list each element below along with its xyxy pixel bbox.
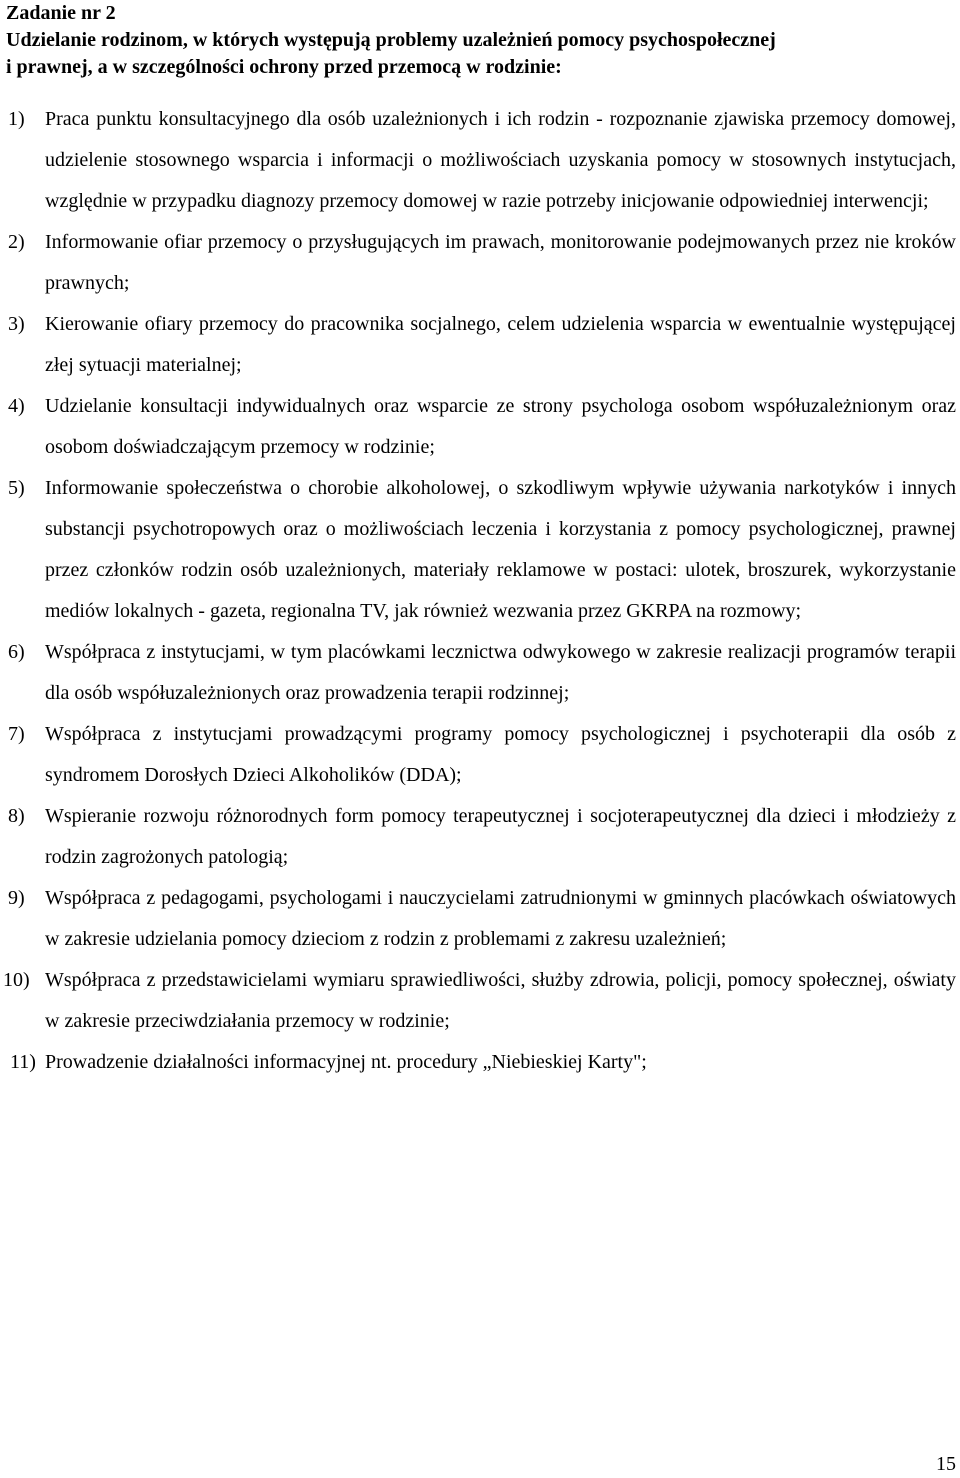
list-item-text: Współpraca z przedstawicielami wymiaru sprawiedliwości, służby zdrowia, policji, pomocy społecznej, oświaty w zakresie przeciwdziałania przemocy w rodzinie; <box>45 969 956 1032</box>
list-item <box>0 222 960 304</box>
list-item-number: 9) <box>8 887 25 909</box>
task-list <box>0 99 960 1083</box>
page-number: 15 <box>936 1453 956 1475</box>
list-item-text: Wspieranie rozwoju różnorodnych form pomocy terapeutycznej i socjoterapeutycznej dla dzieci i młodzieży z rodzin zagrożonych patologią; <box>45 805 956 868</box>
list-item <box>0 796 960 878</box>
list-item <box>0 714 960 796</box>
list-item <box>0 878 960 960</box>
list-item-text: Informowanie społeczeństwa o chorobie alkoholowej, o szkodliwym wpływie używania narkotyków i innych substancji psychotropowych oraz o możliwościach leczenia i korzystania z pomocy psychologicznej, prawnej przez członków rodzin osób uzależnionych, materiały reklamowe w postaci: ulotek, broszurek, wykorzystanie mediów lokalnych - gazeta, regionalna TV, jak również wezwania przez GKRPA na rozmowy; <box>45 477 956 622</box>
document-header <box>6 0 956 81</box>
list-item <box>0 632 960 714</box>
list-item-text: Praca punktu konsultacyjnego dla osób uzależnionych i ich rodzin - rozpoznanie zjawiska przemocy domowej, udzielenie stosownego wsparcia i informacji o możliwościach uzyskania pomocy w stosownych instytucjach, względnie w przypadku diagnozy przemocy domowej w razie potrzeby inicjowanie odpowiedniej interwencji; <box>45 108 956 212</box>
list-item-number: 10) <box>3 969 30 991</box>
list-item-number: 1) <box>8 108 25 130</box>
list-item-number: 2) <box>8 231 25 253</box>
list-item <box>0 386 960 468</box>
list-item-text: Kierowanie ofiary przemocy do pracownika socjalnego, celem udzielenia wsparcia w ewentualnie występującej złej sytuacji materialnej; <box>45 313 956 376</box>
list-item-number: 6) <box>8 641 25 663</box>
task-title-line-2: i prawnej, a w szczególności ochrony przed przemocą w rodzinie: <box>6 56 562 78</box>
list-item-number: 8) <box>8 805 25 827</box>
task-heading: Zadanie nr 2 <box>6 2 116 24</box>
list-item-number: 4) <box>8 395 25 417</box>
list-item-number: 11) <box>10 1051 36 1073</box>
list-item-text: Informowanie ofiar przemocy o przysługujących im prawach, monitorowanie podejmowanych przez nie kroków prawnych; <box>45 231 956 294</box>
list-item <box>0 468 960 632</box>
list-item-text: Współpraca z instytucjami prowadzącymi programy pomocy psychologicznej i psychoterapii dla osób z syndromem Dorosłych Dzieci Alkoholików (DDA); <box>45 723 956 786</box>
list-item-text: Współpraca z instytucjami, w tym placówkami lecznictwa odwykowego w zakresie realizacji programów terapii dla osób współuzależnionych oraz prowadzenia terapii rodzinnej; <box>45 641 956 704</box>
list-item <box>0 960 960 1042</box>
list-item-number: 3) <box>8 313 25 335</box>
task-title-line-1: Udzielanie rodzinom, w których występują problemy uzależnień pomocy psychospołecznej <box>6 29 776 51</box>
list-item <box>0 99 960 222</box>
list-item-text: Udzielanie konsultacji indywidualnych oraz wsparcie ze strony psychologa osobom współuzależnionym oraz osobom doświadczającym przemocy w rodzinie; <box>45 395 956 458</box>
list-item-number: 5) <box>8 477 25 499</box>
list-item-text: Prowadzenie działalności informacyjnej nt. procedury „Niebieskiej Karty"; <box>45 1051 647 1073</box>
list-item <box>0 304 960 386</box>
list-item-text: Współpraca z pedagogami, psychologami i nauczycielami zatrudnionymi w gminnych placówkach oświatowych w zakresie udzielania pomocy dzieciom z rodzin z problemami z zakresu uzależnień; <box>45 887 956 950</box>
list-item-number: 7) <box>8 723 25 745</box>
list-item <box>0 1042 960 1083</box>
